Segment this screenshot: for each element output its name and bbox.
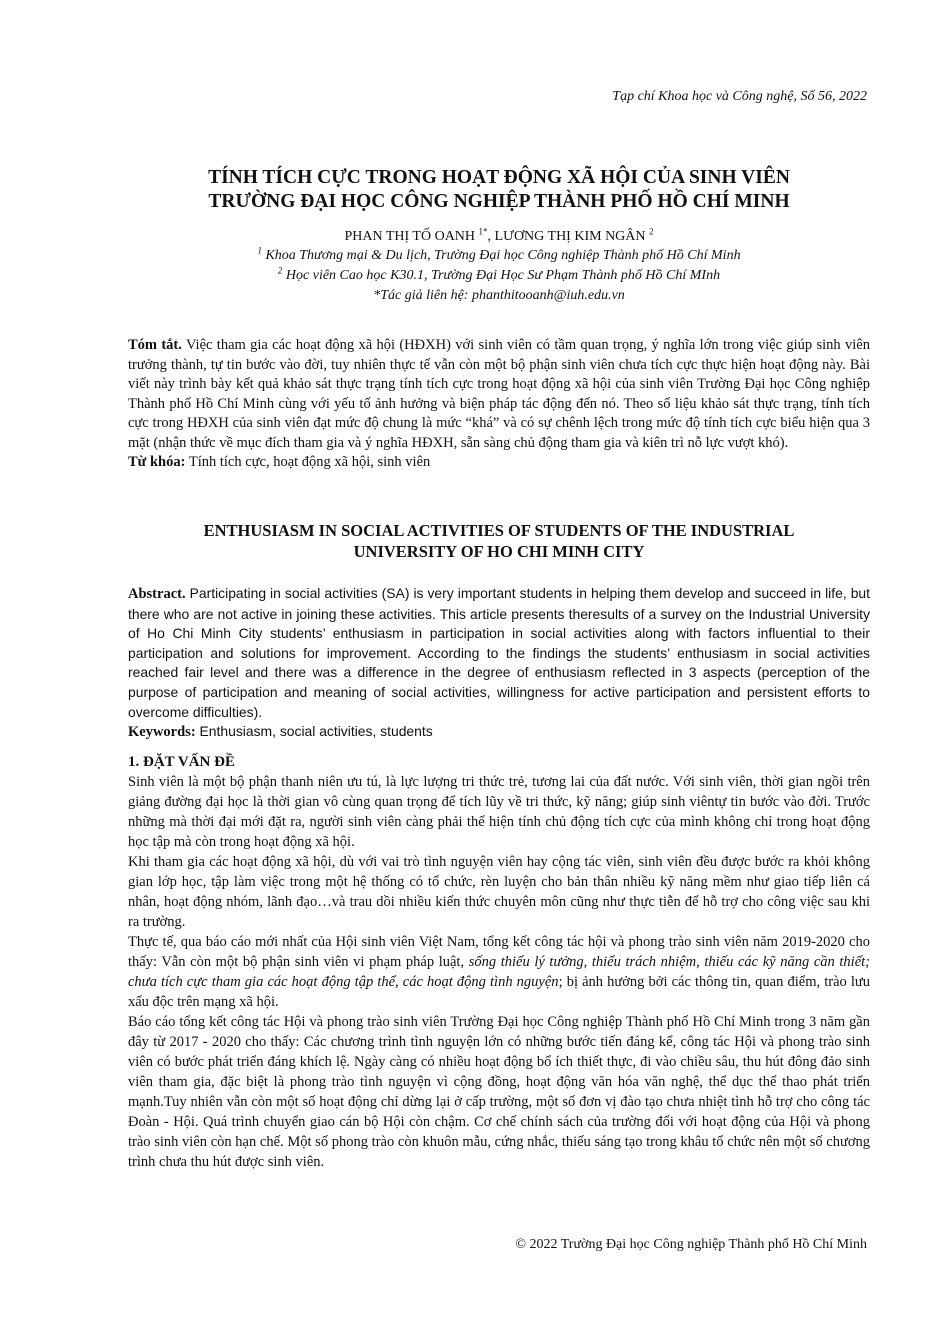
- author-2: LƯƠNG THỊ KIM NGÂN: [494, 229, 646, 244]
- keywords-vi-text: Tính tích cực, hoạt động xã hội, sinh viên: [188, 454, 431, 470]
- keywords-vi-label: Từ khóa:: [128, 454, 186, 470]
- affiliation-2-text: Học viên Cao học K30.1, Trường Đại Học Sư Phạm Thành phố Hồ Chí MInh: [285, 268, 721, 283]
- corresponding-author: *Tác giả liên hệ: phanthitooanh@iuh.edu.vn: [373, 288, 625, 303]
- keywords-en: [128, 722, 870, 743]
- affiliation-2-sup: 2: [277, 265, 283, 276]
- journal-header: Tạp chí Khoa học và Công nghệ, Số 56, 2022: [612, 89, 867, 104]
- abstract-vi: [128, 336, 870, 473]
- abstract-en-text: Participating in social activities (SA) is very important students in helping them develop and succeed in life, but there who are not active in joining these activities. This article presents theresults of a survey on the Industrial University of Ho Chi Minh City students’ enthusiasm in participation in social activities along with factors influential to their participation and solutions for improvement. According to the findings the students’ enthusiasm in social activities reached fair level and there was a difference in the degree of enthusiasm reflected in 3 aspects (perception of the purpose of participation and meaning of social activities, willingness for active participation and persistent efforts to overcome difficulties).: [128, 585, 871, 720]
- keywords-en-label: Keywords:: [128, 724, 196, 741]
- author-list: [128, 227, 870, 246]
- abstract-en: [128, 584, 870, 743]
- paper-title-en: [128, 520, 870, 562]
- title-block: [128, 166, 870, 306]
- paper-title-vi: [128, 166, 870, 214]
- title-en-block: [128, 520, 870, 562]
- p3-text-italic: sống thiếu lý tưởng, thiếu trách nhiệm, thiếu các kỹ năng cần thiết; chưa tích cực tham gia các hoạt động tập thể, các hoạt động tình nguyện: [128, 954, 870, 990]
- affiliation-1: [128, 246, 870, 266]
- affiliation-2: [128, 266, 870, 286]
- title-vi-line1: TÍNH TÍCH CỰC TRONG HOẠT ĐỘNG XÃ HỘI CỦA SINH VIÊN: [208, 167, 790, 188]
- keywords-vi: [128, 453, 870, 473]
- p3-text-a: Thực tế, qua báo cáo mới nhất của Hội sinh viên Việt Nam, tổng kết công tác hội và phong trào sinh viên năm 2019-2020 cho thấy: Vẫn còn một bộ phận sinh viên vi phạm pháp luật,: [128, 934, 870, 970]
- section-paragraph-2: Khi tham gia các hoạt động xã hội, dù với vai trò tình nguyện viên hay cộng tác viên, sinh viên đều được bước ra khỏi không gian lớp học, tập làm việc trong một hệ thống có tổ chức, rèn luyện cho bản thân nhiều kỹ năng mềm như giao tiếp liên cá nhân, hoạt động nhóm, lãnh đạo…và trau dồi nhiều kiến thức chuyên môn cũng như thực tiễn để hỗ trợ cho công việc sau khi ra trường.: [128, 854, 870, 930]
- author-separator: ,: [487, 229, 495, 244]
- section-paragraph-1: Sinh viên là một bộ phận thanh niên ưu tú, là lực lượng tri thức trẻ, tương lai của đất nước. Với sinh viên, thời gian ngồi trên giảng đường đại học là thời gian vô cùng quan trọng để tích lũy về tri thức, kỹ năng; giúp sinh viêntự tin bước vào đời. Trước những mà thời đại mới đặt ra, người sinh viên càng phải thể hiện tính chủ động tích cực của mình không chỉ trong hoạt động học tập mà còn trong hoạt động xã hội.: [128, 774, 870, 850]
- abstract-en-paragraph: [128, 584, 870, 722]
- keywords-en-text: Enthusiasm, social activities, students: [199, 723, 433, 740]
- affiliation-1-text: Khoa Thương mại & Du lịch, Trường Đại học Công nghiệp Thành phố Hồ Chí Minh: [265, 248, 741, 263]
- abstract-vi-paragraph: [128, 336, 870, 453]
- author-2-sup: 2: [649, 226, 654, 237]
- title-en-line1: ENTHUSIASM IN SOCIAL ACTIVITIES OF STUDENTS OF THE INDUSTRIAL: [203, 521, 795, 540]
- affiliation-1-sup: 1: [257, 245, 262, 256]
- abstract-en-label: Abstract.: [128, 586, 186, 602]
- copyright-footer: © 2022 Trường Đại học Công nghiệp Thành phố Hồ Chí Minh: [515, 1237, 867, 1252]
- author-1-sup: 1*: [478, 226, 488, 237]
- section-paragraph-3: [128, 932, 870, 1012]
- section-paragraph-4: Báo cáo tổng kết công tác Hội và phong trào sinh viên Trường Đại học Công nghiệp Thành phố Hồ Chí Minh trong 3 năm gần đây từ 2017 - 2020 cho thấy: Các chương trình tình nguyện lớn có những bước tiến đáng kể, công tác Hội và phong trào sinh viên có bước phát triển đáng khích lệ. Ngày càng có nhiều hoạt động bổ ích thiết thực, đi vào chiều sâu, thu hút đông đảo sinh viên tham gia, đặc biệt là phong trào tình nguyện vì cộng đồng, hoạt động văn hóa văn nghệ, thể dục thể thao phát triển mạnh.Tuy nhiên vẫn còn một số hoạt động chỉ dừng lại ở cấp trường, một số đơn vị đào tạo chưa nhiệt tình hỗ trợ cho công tác Đoàn - Hội. Quá trình chuyển giao cán bộ Hội còn chậm. Cơ chế chính sách của trường đối với hoạt động của Hội và phong trào sinh viên còn hạn chế. Một số phong trào còn khuôn mẫu, cứng nhắc, thiếu sáng tạo trong khâu tổ chức nên một số chương trình chưa thu hút được sinh viên.: [128, 1014, 870, 1170]
- abstract-vi-text: Việc tham gia các hoạt động xã hội (HĐXH) với sinh viên có tầm quan trọng, ý nghĩa lớn trong việc giúp sinh viên trưởng thành, tự tin bước vào đời, tuy nhiên thực tế vẫn còn một bộ phận sinh viên chưa tích cực thực hiện hoạt động này. Bài viết này trình bày kết quả khảo sát thực trạng tính tích cực trong hoạt động xã hội của sinh viên Trường Đại học Công nghiệp Thành phố Hồ Chí Minh cùng với yếu tố ảnh hưởng và biện pháp tác động đến nó. Theo số liệu khảo sát thực trạng, tính tích cực trong HĐXH của sinh viên đạt mức độ chung là mức “khá” và có sự chênh lệch trong mức độ tính tích cực biểu hiện qua 3 mặt (nhận thức về mục đích tham gia và ý nghĩa HĐXH, sẵn sàng chủ động tham gia và kiên trì nỗ lực vượt khó).: [128, 337, 870, 451]
- abstract-vi-label: Tóm tắt.: [128, 337, 182, 353]
- author-1: PHAN THỊ TỐ OANH: [344, 229, 476, 244]
- title-en-line2: UNIVERSITY OF HO CHI MINH CITY: [353, 542, 645, 561]
- p3-text-b: ; bị ảnh hưởng bởi các thông tin, quan điểm, trào lưu xấu độc trên mạng xã hội.: [128, 974, 871, 1010]
- section-introduction: [128, 752, 870, 1172]
- title-vi-line2: TRƯỜNG ĐẠI HỌC CÔNG NGHIỆP THÀNH PHỐ HỒ CHÍ MINH: [208, 191, 790, 212]
- section-heading: 1. ĐẶT VẤN ĐỀ: [128, 754, 235, 770]
